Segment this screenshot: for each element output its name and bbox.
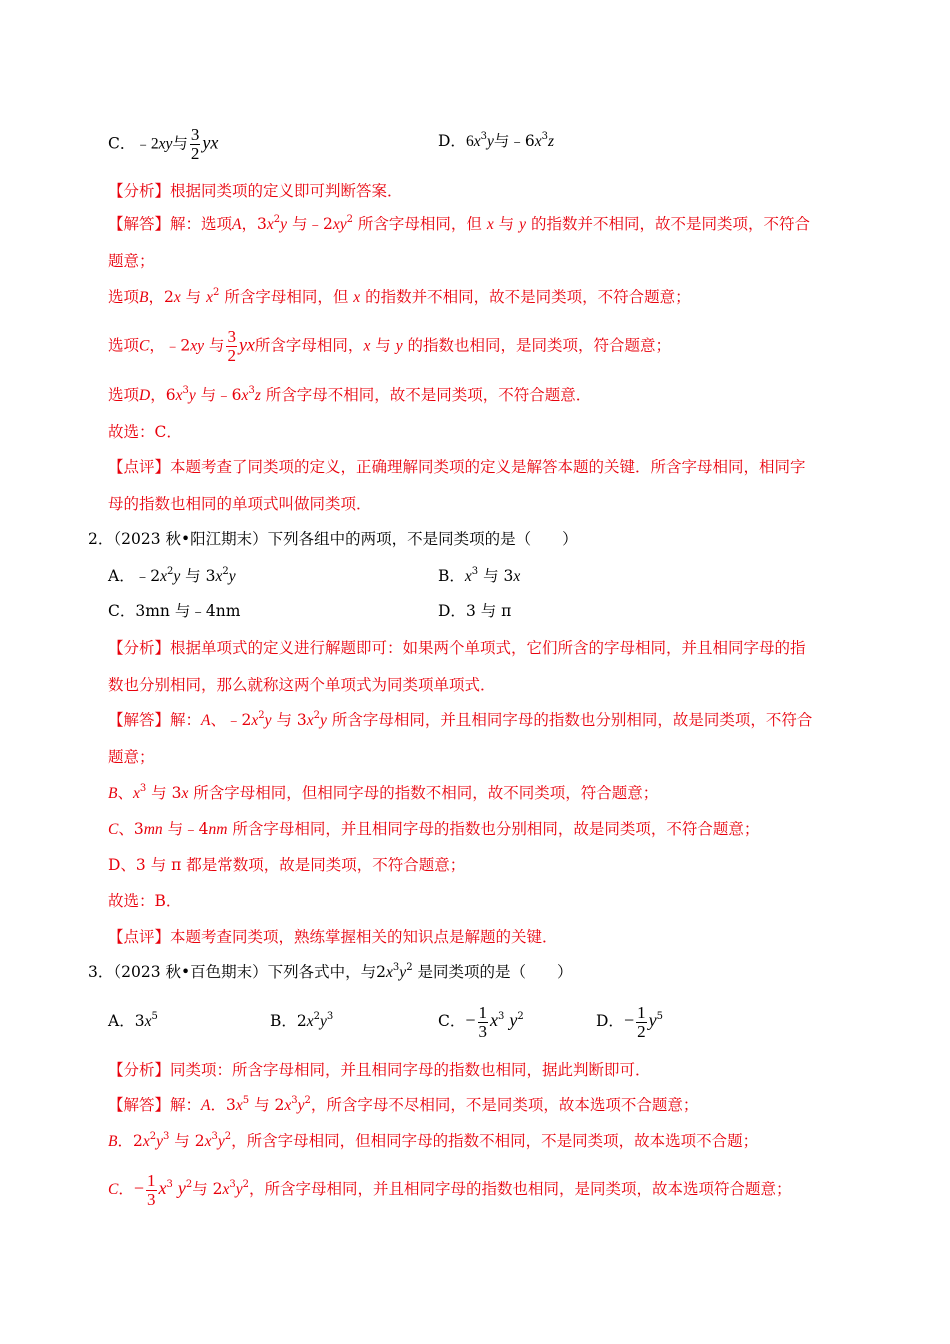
q1-option-d: D．$6x^3y$与$﹣6x^3z$ (438, 131, 555, 150)
q3-stem: 3．（2023 秋•百色期末）下列各式中，与$2x^3y^2$ 是同类项的是（ ） (88, 962, 573, 981)
q3-answer-line1: 【解答】解：A．$3x^5$ 与 $2x^3y^2$，所含字母不尽相同，不是同类项，故本选项不合题意； (108, 1095, 699, 1114)
q2-answer-line1: 【解答】解：A、$﹣2x^2y$ 与 $3x^2y$ 所含字母相同，并且相同字母的指数也分别相同，故是同类项，不符合 (108, 710, 813, 729)
q1-option-c-fraction: $\frac{3}{2}$ (190, 125, 200, 163)
q2-comment: 【点评】本题考查同类项，熟练掌握相关的知识点是解题的关键． (108, 928, 558, 946)
q2-stem: 2．（2023 秋•阳江期末）下列各组中的两项，不是同类项的是（ ） (88, 530, 578, 548)
q1-answer-fraction: $\frac{3}{2}$ (227, 327, 236, 365)
q2-choice: 故选：B． (108, 892, 182, 910)
q1-comment-line1: 【点评】本题考查了同类项的定义，正确理解同类项的定义是解答本题的关键．所含字母相同，相同字 (108, 458, 806, 476)
q2-answer-line3: B、$x^3$ 与 3x 所含字母相同，但相同字母的指数不相同，故不同类项，符合题意； (108, 783, 659, 802)
q1-answer-line5: 选项D，$6x^3y$ 与$﹣6x^3z$ 所含字母不相同，故不是同类项，不符合题意． (108, 385, 592, 404)
q3-answer-line3: C．− $\frac{1}{3}$ $x^3$ $y^2$与 $2x^3y^2$，所含字母相同，并且相同字母的指数也相同，是同类项，故本选项符合题意； (108, 1170, 792, 1209)
q2-answer-line2: 题意； (108, 748, 155, 766)
q3-option-c: C．− $\frac{1}{3}$ $x^3$ $y^2$ (438, 1002, 524, 1041)
q1-comment-line2: 母的指数也相同的单项式叫做同类项． (108, 495, 372, 513)
q2-answer-line4: C、3mn 与﹣4nm 所含字母相同，并且相同字母的指数也分别相同，故是同类项，不符合题意； (108, 820, 760, 838)
q1-answer-line3: 选项B，2x 与 $x^2$ 所含字母相同，但 x 的指数并不相同，故不是同类项，不符合题意； (108, 287, 691, 306)
q3-option-b: B．$2x^2y^3$ (270, 1011, 334, 1030)
q2-option-a: A．$﹣2x^2y$ 与 $3x^2y$ (108, 566, 236, 585)
q2-answer-line5: D、3 与 π 都是常数项，故是同类项，不符合题意； (108, 856, 466, 874)
q2-option-b: B．$x^3$ 与 3x (438, 566, 521, 585)
q3-option-a: A．$3x^5$ (108, 1011, 158, 1030)
q1-answer-line4: 选项C，﹣2xy 与 $\frac{3}{2}$ yx所含字母相同，x 与 y 的指数也相同，是同类项，符合题意； (108, 327, 672, 365)
q3-answer-line2: B．$2x^2y^3$ 与 $2x^3y^2$，所含字母相同，但相同字母的指数不相同，不是同类项，故本选项不合题； (108, 1131, 759, 1150)
q1-answer-line1: 【解答】解：选项A，$3x^2y$ 与$﹣2xy^2$ 所含字母相同，但 x 与 y 的指数并不相同，故不是同类项，不符合 (108, 214, 810, 233)
q1-option-c: C．﹣2xy与 $\frac{3}{2}$ yx (108, 125, 219, 163)
q2-option-d: D．3 与 π (438, 602, 512, 620)
q2-analysis-line1: 【分析】根据单项式的定义进行解题即可：如果两个单项式，它们所含的字母相同，并且相同字母的指 (108, 639, 806, 657)
q1-analysis: 【分析】根据同类项的定义即可判断答案． (108, 182, 403, 200)
q3-option-d: D．− $\frac{1}{2}$ $y^5$ (596, 1002, 663, 1041)
q2-option-c: C．3mn 与﹣4nm (108, 602, 241, 620)
q3-analysis: 【分析】同类项：所含字母相同，并且相同字母的指数也相同，据此判断即可． (108, 1061, 651, 1079)
q1-choice: 故选：C． (108, 423, 182, 441)
q2-analysis-line2: 数也分别相同，那么就称这两个单项式为同类项单项式． (108, 676, 496, 694)
q1-answer-line2: 题意； (108, 252, 155, 270)
